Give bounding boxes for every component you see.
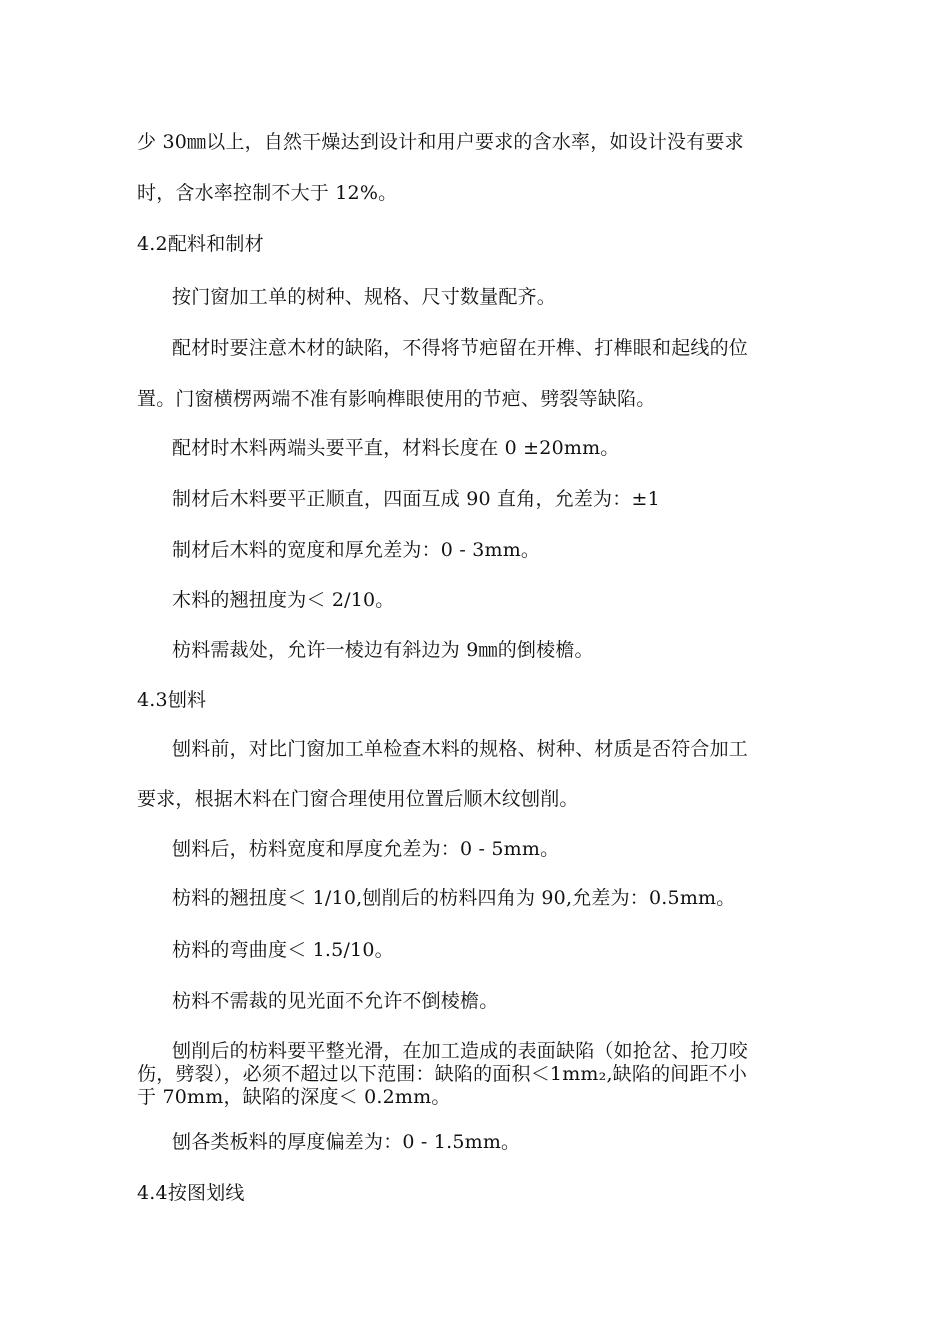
paragraph-line: 于 70mm，缺陷的深度＜ 0.2mm。 <box>137 1086 451 1108</box>
paragraph-line: 时，含水率控制不大于 12%。 <box>137 182 398 204</box>
paragraph-line: 制材后木料的宽度和厚允差为：0 - 3mm。 <box>172 539 541 561</box>
paragraph-line: 枋料需裁处，允许一棱边有斜边为 9㎜的倒棱檐。 <box>172 639 594 661</box>
section-heading: 4.2配料和制材 <box>137 233 264 255</box>
paragraph-line: 刨各类板料的厚度偏差为：0 - 1.5mm。 <box>172 1131 521 1153</box>
paragraph-line: 伤，劈裂），必须不超过以下范围：缺陷的面积＜1mm₂,缺陷的间距不小 <box>137 1063 748 1085</box>
paragraph-line: 制材后木料要平正顺直，四面互成 90 直角，允差为：±1 <box>172 488 660 510</box>
paragraph-line: 枋料的翘扭度＜ 1/10,刨削后的枋料四角为 90,允差为：0.5mm。 <box>172 887 736 909</box>
section-heading: 4.3刨料 <box>137 689 207 711</box>
paragraph-line: 要求，根据木料在门窗合理使用位置后顺木纹刨削。 <box>137 788 579 810</box>
paragraph-line: 配材时木料两端头要平直，材料长度在 0 ±20mm。 <box>172 437 620 459</box>
paragraph-line: 少 30㎜以上，自然干燥达到设计和用户要求的含水率，如设计没有要求 <box>137 131 744 153</box>
paragraph-line: 刨料后，枋料宽度和厚度允差为：0 - 5mm。 <box>172 838 560 860</box>
paragraph-line: 刨料前，对比门窗加工单检查木料的规格、树种、材质是否符合加工 <box>172 738 749 760</box>
paragraph-line: 枋料的弯曲度＜ 1.5/10。 <box>172 939 394 961</box>
section-heading: 4.4按图划线 <box>137 1182 245 1204</box>
paragraph-line: 枋料不需裁的见光面不允许不倒棱檐。 <box>172 990 499 1012</box>
paragraph-line: 置。门窗横楞两端不准有影响榫眼使用的节疤、劈裂等缺陷。 <box>137 388 656 410</box>
paragraph-line: 刨削后的枋料要平整光滑，在加工造成的表面缺陷（如抢岔、抢刀咬 <box>172 1040 749 1062</box>
paragraph-line: 木料的翘扭度为＜ 2/10。 <box>172 589 395 611</box>
paragraph-line: 按门窗加工单的树种、规格、尺寸数量配齐。 <box>172 286 557 308</box>
paragraph-line: 配材时要注意木材的缺陷，不得将节疤留在开榫、打榫眼和起线的位 <box>172 337 749 359</box>
